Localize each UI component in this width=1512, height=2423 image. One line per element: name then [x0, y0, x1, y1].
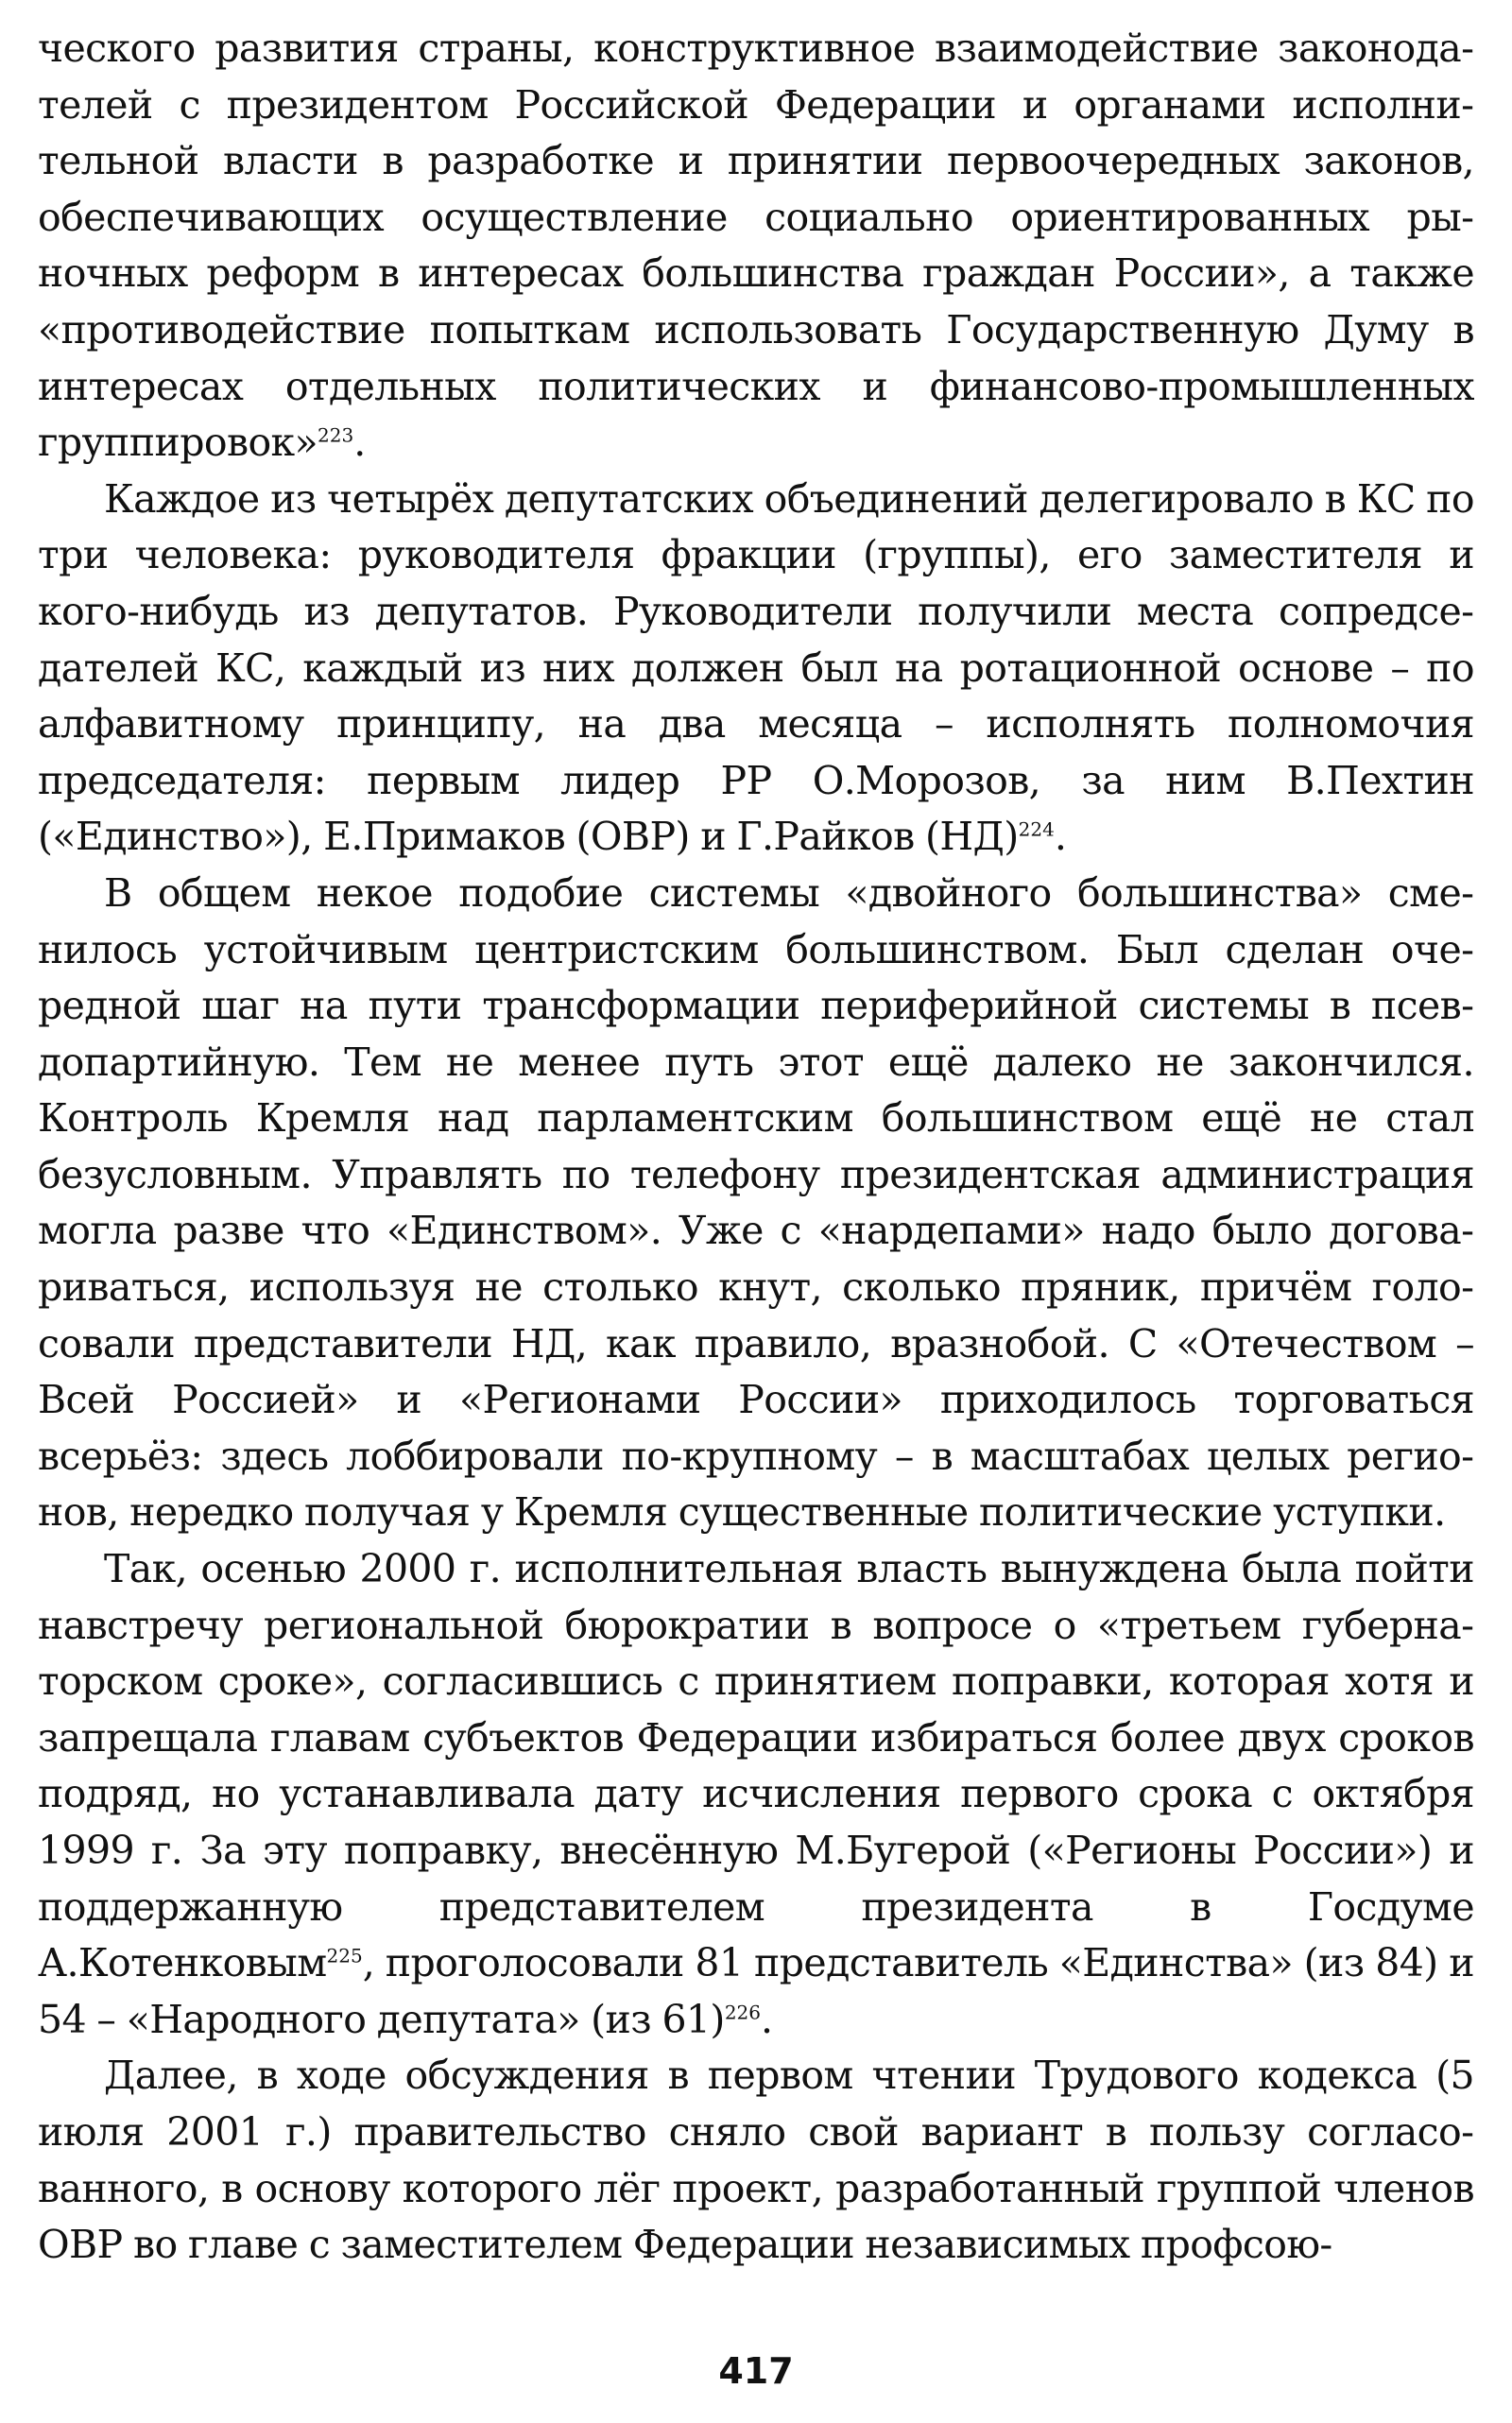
paragraph-4-end: . — [761, 1996, 773, 2042]
paragraph-5-text: Далее, в ходе обсуждения в первом чтении Трудового кодекса (5 июля 2001 г.) правительство сняло свой вариант в пользу согласованного, в основу которого лёг проект, разработанный группой членов ОВР во главе с заместителем Федерации независимых профсою- — [38, 2053, 1474, 2268]
paragraph-4-text: Так, осенью 2000 г. исполнительная власть вынуждена была пойти навстречу региональной бюрократии в вопросе о «третьем губернаторском сроке», согласившись с принятием поправки, которая хотя и запрещала главам субъектов Федерации избираться более двух сроков подряд, но устанавливала дату исчисления первого срока с октября 1999 г. За эту поправку, внесённую М.Бугерой («Регионы России») и поддержанную представителем президента в Госдуме А.Котенковым — [38, 1546, 1474, 1986]
paragraph-4 — [38, 1541, 1474, 2048]
page-number: 417 — [718, 2350, 794, 2392]
footnote-ref-225: 225 — [326, 1944, 363, 1968]
paragraph-1-text: ческого развития страны, конструктивное взаимодействие законодателей с президентом Российской Федерации и органами исполнительной власти в разработке и принятии первоочередных законов, обеспечивающих осуществление социально ориентированных рыночных реформ в интересах большинства граждан России», а также «противодействие попыткам использовать Государственную Думу в интересах отдельных политических и финансово-промышленных группировок» — [38, 26, 1474, 466]
paragraph-5 — [38, 2048, 1474, 2273]
paragraph-1-end: . — [353, 420, 366, 466]
footnote-ref-224: 224 — [1018, 817, 1055, 841]
paragraph-1 — [38, 21, 1474, 472]
footnote-ref-226: 226 — [724, 2001, 762, 2024]
document-page — [38, 21, 1474, 2308]
paragraph-4-text-continued: , проголосовали 81 представитель «Единства» (из 84) и 54 – «Народного депутата» (из 61) — [38, 1940, 1474, 2042]
paragraph-2-text: Каждое из четырёх депутатских объединений делегировало в КС по три человека: руководителя фракции (группы), его заместителя и кого-нибудь из депутатов. Руководители получили места сопредседателей КС, каждый из них должен был на ротационной основе – по алфавитному принципу, на два месяца – исполнять полномочия председателя: первым лидер РР О.Морозов, за ним В.Пехтин («Единство»), Е.Примаков (ОВР) и Г.Райков (НД) — [38, 475, 1474, 860]
paragraph-3 — [38, 866, 1474, 1541]
paragraph-3-text: В общем некое подобие системы «двойного большинства» сменилось устойчивым центристским большинством. Был сделан очередной шаг на пути трансформации периферийной системы в псевдопартийную. Тем не менее путь этот ещё далеко не закончился. Контроль Кремля над парламентским большинством ещё не стал безусловным. Управлять по телефону президентская администрация могла разве что «Единством». Уже с «нардепами» надо было договариваться, используя не столько кнут, сколько пряник, причём голосовали представители НД, как правило, вразнобой. С «Отечеством – Всей Россией» и «Регионами России» приходилось торговаться всерьёз: здесь лоббировали по-крупному – в масштабах целых регионов, нередко получая у Кремля существенные политические уступки. — [38, 869, 1474, 1536]
paragraph-2-end: . — [1054, 814, 1067, 860]
paragraph-2 — [38, 472, 1474, 866]
footnote-ref-223: 223 — [318, 423, 354, 447]
